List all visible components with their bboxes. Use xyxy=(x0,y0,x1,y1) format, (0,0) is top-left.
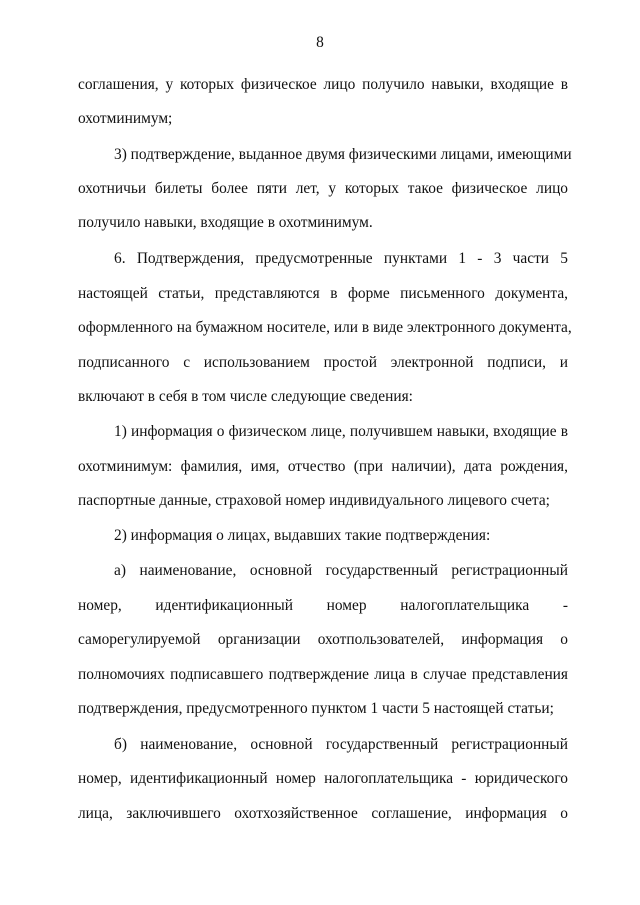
text-line: номер, идентификационный номер налогоплательщика - xyxy=(78,597,568,614)
text-line: охотминимум: фамилия, имя, отчество (при наличии), дата рождения, xyxy=(78,458,568,475)
text-line: 3) подтверждение, выданное двумя физическими лицами, имеющими xyxy=(114,146,572,163)
text-line: получило навыки, входящие в охотминимум. xyxy=(78,214,373,231)
text-line: номер, идентификационный номер налогоплательщика - юридического xyxy=(78,770,568,787)
text-line: 2) информация о лицах, выдавших такие подтверждения: xyxy=(114,527,491,544)
text-line: охотничьи билеты более пяти лет, у которых такое физическое лицо xyxy=(78,180,568,197)
text-line: 6. Подтверждения, предусмотренные пунктами 1 - 3 части 5 xyxy=(114,250,568,267)
page-number: 8 xyxy=(316,34,324,51)
text-line: полномочиях подписавшего подтверждение лица в случае представления xyxy=(78,666,568,683)
text-line: охотминимум; xyxy=(78,110,173,127)
text-line: саморегулируемой организации охотпользователей, информация о xyxy=(78,631,568,648)
text-line: паспортные данные, страховой номер индивидуального лицевого счета; xyxy=(78,492,550,509)
text-line: подписанного с использованием простой электронной подписи, и xyxy=(78,354,568,371)
text-line: а) наименование, основной государственный регистрационный xyxy=(114,562,568,579)
text-line: оформленного на бумажном носителе, или в виде электронного документа, xyxy=(78,319,572,336)
text-line: подтверждения, предусмотренного пунктом 1 части 5 настоящей статьи; xyxy=(78,700,554,717)
text-line: соглашения, у которых физическое лицо получило навыки, входящие в xyxy=(78,76,568,93)
text-line: 1) информация о физическом лице, получившем навыки, входящие в xyxy=(114,423,568,440)
text-line: настоящей статьи, представляются в форме письменного документа, xyxy=(78,285,568,302)
text-line: включают в себя в том числе следующие сведения: xyxy=(78,388,413,405)
text-line: б) наименование, основной государственный регистрационный xyxy=(114,736,568,753)
text-line: лица, заключившего охотхозяйственное соглашение, информация о xyxy=(78,805,568,822)
